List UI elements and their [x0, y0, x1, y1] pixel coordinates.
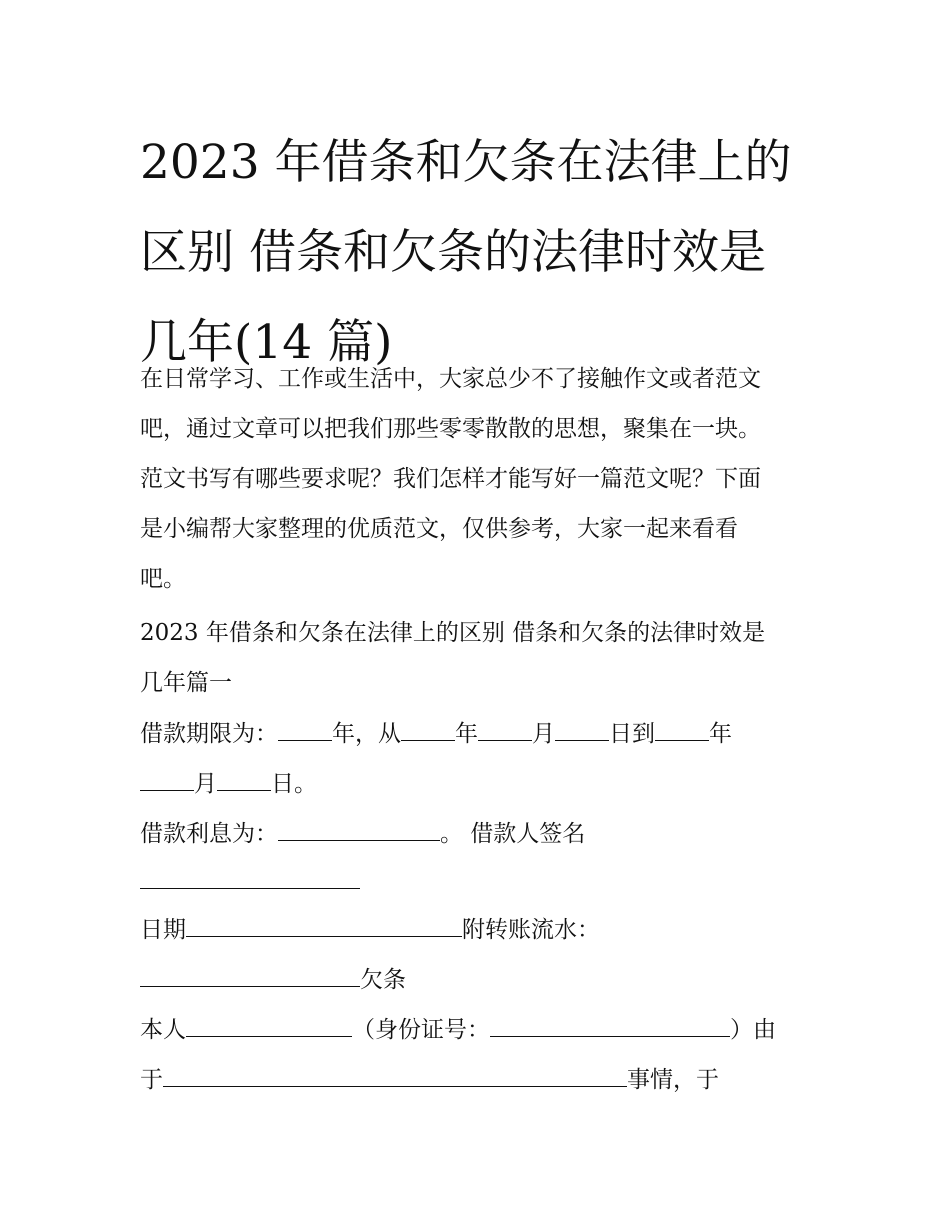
month-end-label: 月: [194, 771, 217, 797]
signature-blank-line: [140, 866, 360, 897]
id-number-label: （身份证号：: [352, 1017, 490, 1043]
interest-label: 借款利息为：: [140, 821, 278, 847]
intro-line-2: 吧，通过文章可以把我们那些零零散散的思想，聚集在一块。: [140, 416, 761, 442]
loan-term-line: [140, 718, 732, 749]
reason-suffix: 事情，于: [627, 1067, 719, 1093]
year-from-label: 年，从: [332, 721, 401, 747]
year-end-label: 年: [709, 721, 732, 747]
page-title: [140, 118, 820, 388]
title-line-1: 2023 年借条和欠条在法律上的: [140, 135, 792, 190]
iou-heading-line: [140, 964, 406, 995]
intro-line-4: 是小编帮大家整理的优质范文，仅供参考，大家一起来看看: [140, 516, 738, 542]
blank-field: [186, 914, 462, 937]
iou-label: 欠条: [360, 967, 406, 993]
blank-field: [140, 964, 360, 987]
date-label: 日期: [140, 917, 186, 943]
blank-field: [401, 718, 455, 741]
loan-term-label: 借款期限为：: [140, 721, 278, 747]
blank-field: [478, 718, 532, 741]
day-to-label: 日到: [609, 721, 655, 747]
blank-field: [140, 866, 360, 889]
title-line-3: 几年(14 篇): [140, 315, 393, 370]
person-line: [140, 1014, 776, 1045]
blank-field: [163, 1064, 627, 1087]
date-line: [140, 914, 600, 945]
borrower-signature-label: 。 借款人签名: [440, 821, 586, 847]
blank-field: [655, 718, 709, 741]
loan-term-line-2: [140, 768, 317, 799]
blank-field: [140, 768, 194, 791]
blank-field: [186, 1014, 352, 1037]
reason-line: [140, 1064, 719, 1095]
reason-prefix: 于: [140, 1067, 163, 1093]
interest-line: [140, 818, 585, 849]
transfer-record-label: 附转账流水：: [462, 917, 600, 943]
month-label: 月: [532, 721, 555, 747]
blank-field: [555, 718, 609, 741]
intro-line-1: 在日常学习、工作或生活中，大家总少不了接触作文或者范文: [140, 366, 761, 392]
id-end-label: ）由: [730, 1017, 776, 1043]
title-line-2: 区别 借条和欠条的法律时效是: [140, 225, 766, 280]
blank-field: [217, 768, 271, 791]
blank-field: [278, 818, 440, 841]
intro-line-5: 吧。: [140, 566, 186, 592]
section-heading-line-1: 2023 年借条和欠条在法律上的区别 借条和欠条的法律时效是: [140, 620, 766, 646]
person-label: 本人: [140, 1017, 186, 1043]
blank-field: [490, 1014, 730, 1037]
intro-line-3: 范文书写有哪些要求呢？我们怎样才能写好一篇范文呢？下面: [140, 466, 761, 492]
section-heading-line-2: 几年篇一: [140, 670, 232, 696]
day-end-label: 日。: [271, 771, 317, 797]
blank-field: [278, 718, 332, 741]
year-label: 年: [455, 721, 478, 747]
